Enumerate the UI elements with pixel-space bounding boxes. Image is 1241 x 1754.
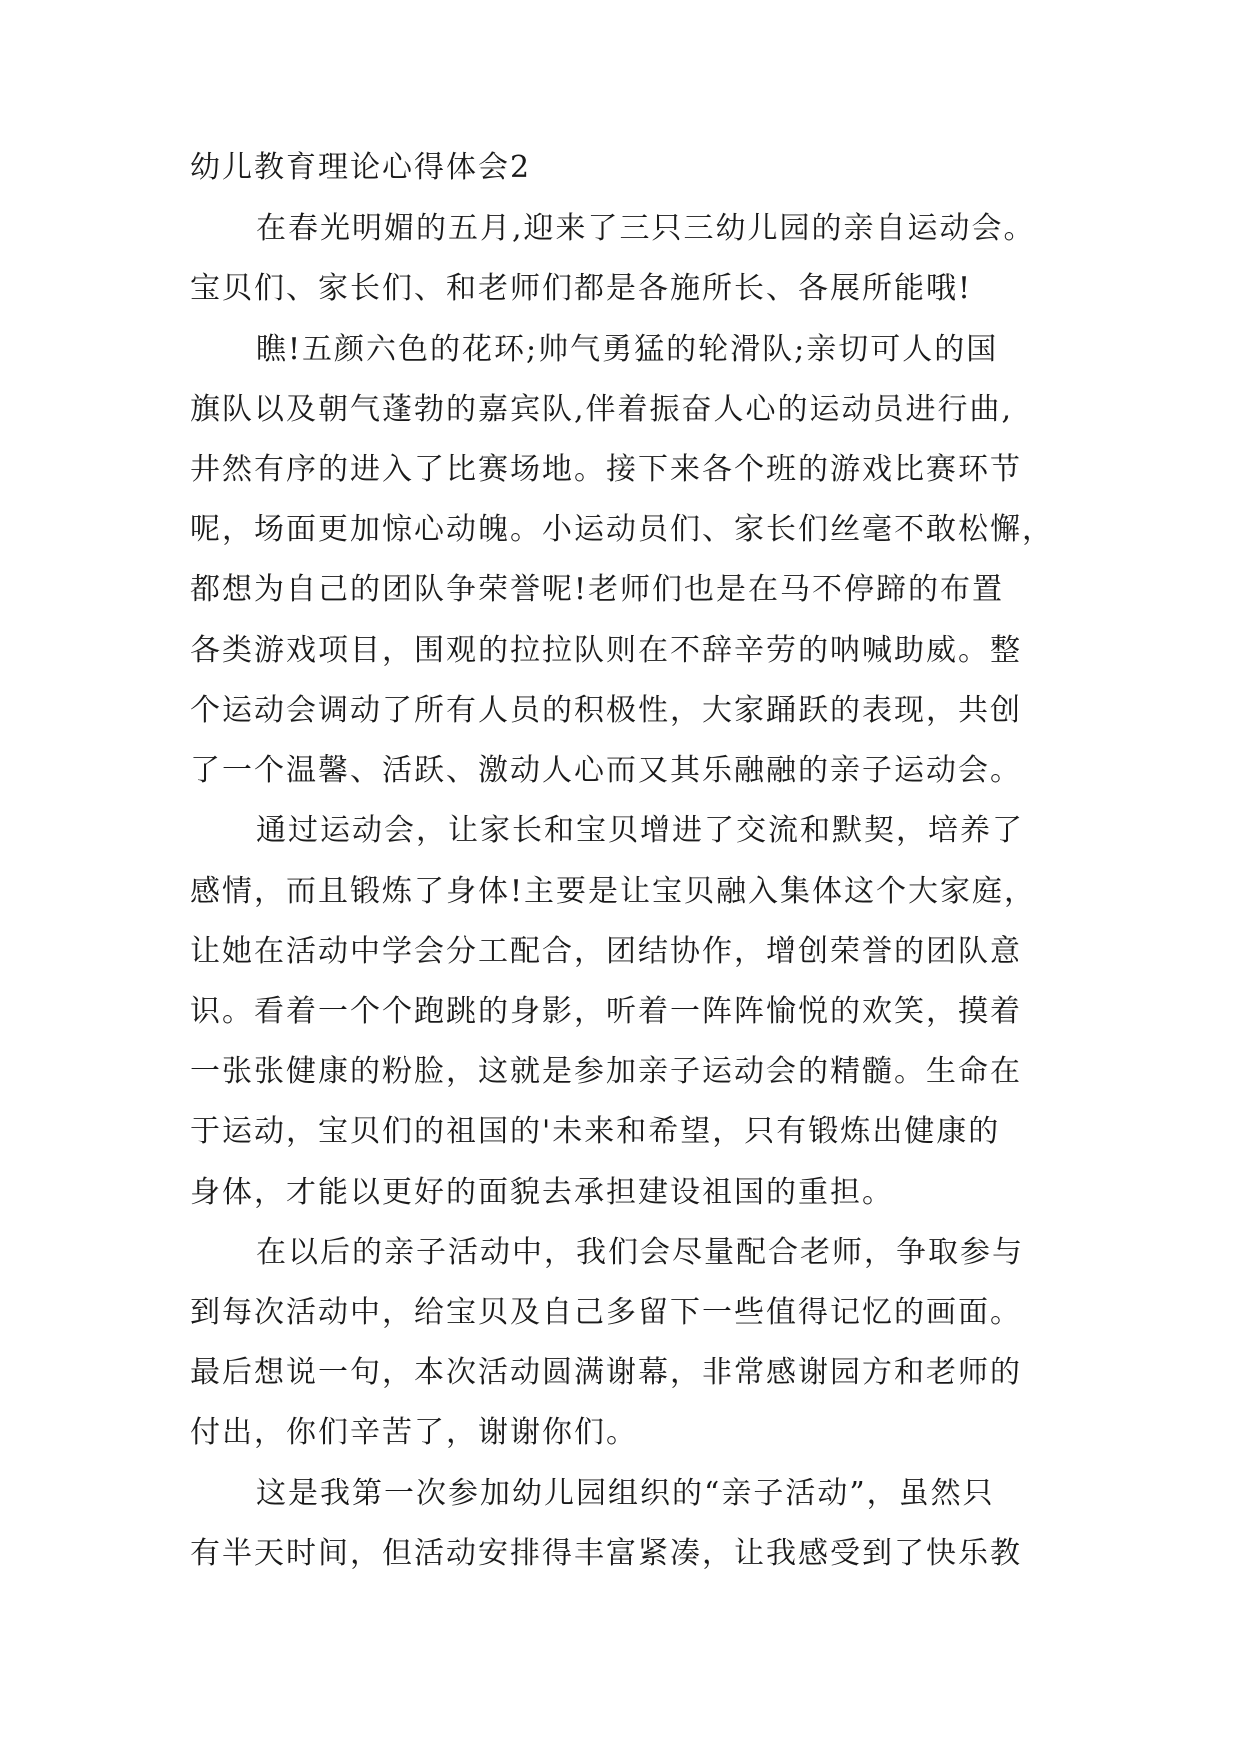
- paragraph-line: 了一个温馨、活跃、激动人心而又其乐融融的亲子运动会。: [190, 753, 1022, 788]
- paragraph-line: 各类游戏项目，围观的拉拉队则在不辞辛劳的呐喊助威。整: [190, 633, 1022, 668]
- paragraph-line: 付出，你们辛苦了，谢谢你们。: [190, 1415, 638, 1450]
- paragraph-line: 这是我第一次参加幼儿园组织的“亲子活动”，虽然只: [256, 1476, 995, 1511]
- paragraph-line: 于运动，宝贝们的祖国的'未来和希望，只有锻炼出健康的: [190, 1114, 1001, 1149]
- paragraph-line: 都想为自己的团队争荣誉呢!老师们也是在马不停蹄的布置: [190, 572, 1005, 607]
- paragraph-line: 瞧!五颜六色的花环;帅气勇猛的轮滑队;亲切可人的国: [256, 332, 999, 367]
- paragraph-line: 一张张健康的粉脸，这就是参加亲子运动会的精髓。生命在: [190, 1054, 1022, 1089]
- paragraph-line: 有半天时间，但活动安排得丰富紧凑，让我感受到了快乐教: [190, 1536, 1022, 1571]
- paragraph-line: 宝贝们、家长们、和老师们都是各施所长、各展所能哦!: [190, 271, 973, 306]
- paragraph-line: 在春光明媚的五月,迎来了三只三幼儿园的亲自运动会。: [256, 211, 1036, 246]
- paragraph-line: 在以后的亲子活动中，我们会尽量配合老师，争取参与: [256, 1235, 1024, 1270]
- paragraph-line: 个运动会调动了所有人员的积极性，大家踊跃的表现，共创: [190, 693, 1022, 728]
- paragraph-line: 通过运动会，让家长和宝贝增进了交流和默契，培养了: [256, 813, 1024, 848]
- paragraph-line: 旗队以及朝气蓬勃的嘉宾队,伴着振奋人心的运动员进行曲,: [190, 392, 1014, 427]
- paragraph-line: 身体，才能以更好的面貌去承担建设祖国的重担。: [190, 1175, 894, 1210]
- document-title: 幼儿教育理论心得体会2: [190, 150, 532, 185]
- paragraph-line: 最后想说一句，本次活动圆满谢幕，非常感谢园方和老师的: [190, 1355, 1022, 1390]
- paragraph-line: 识。看着一个个跑跳的身影，听着一阵阵愉悦的欢笑，摸着: [190, 994, 1022, 1029]
- paragraph-line: 感情，而且锻炼了身体!主要是让宝贝融入集体这个大家庭，: [190, 874, 1037, 909]
- paragraph-line: 井然有序的进入了比赛场地。接下来各个班的游戏比赛环节: [190, 452, 1022, 487]
- paragraph-line: 到每次活动中，给宝贝及自己多留下一些值得记忆的画面。: [190, 1295, 1022, 1330]
- paragraph-line: 呢，场面更加惊心动魄。小运动员们、家长们丝毫不敢松懈，: [190, 512, 1054, 547]
- paragraph-line: 让她在活动中学会分工配合，团结协作，增创荣誉的团队意: [190, 934, 1022, 969]
